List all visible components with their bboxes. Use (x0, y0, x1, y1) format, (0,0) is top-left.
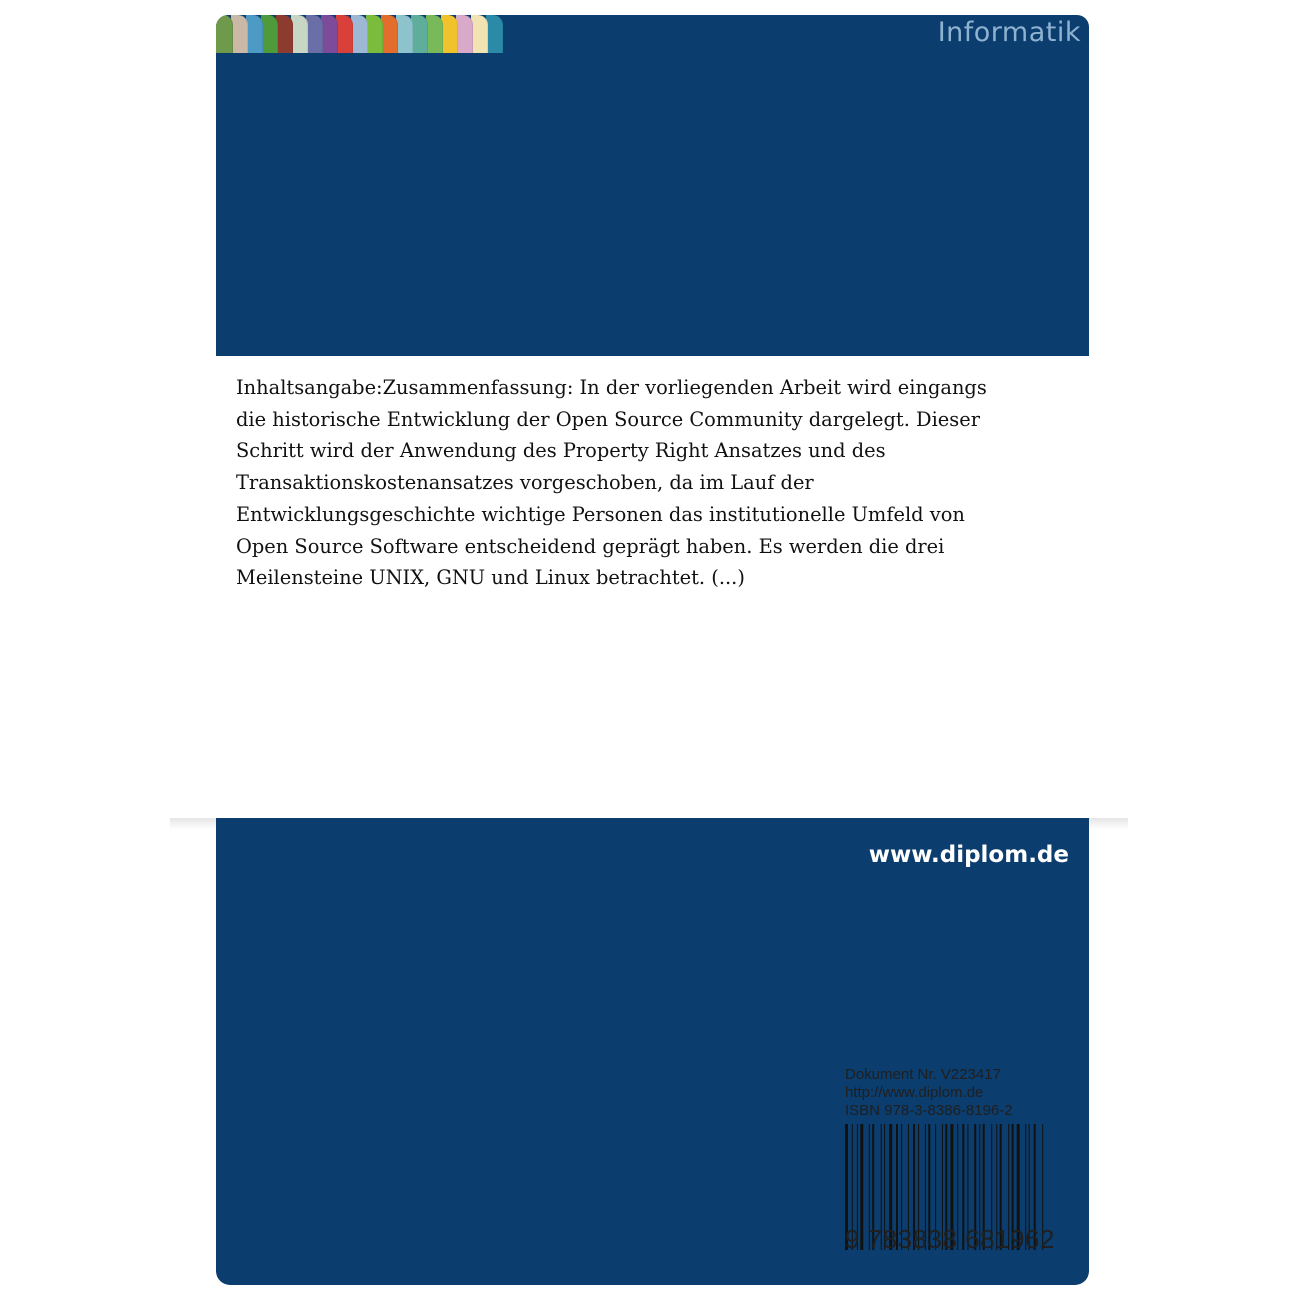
color-tab (411, 15, 428, 53)
abstract-line: Inhaltsangabe:Zusammenfassung: In der vorliegenden Arbeit wird eingangs (236, 376, 987, 399)
color-tab (441, 15, 458, 53)
color-tab (396, 15, 413, 53)
color-tab (291, 15, 308, 53)
color-tab (276, 15, 293, 53)
abstract-line: Entwicklungsgeschichte wichtige Personen das institutionelle Umfeld von (236, 502, 965, 526)
color-tab-strip (216, 15, 501, 53)
color-tab (306, 15, 323, 53)
top-cover-panel (216, 15, 1089, 356)
color-tab (216, 15, 233, 53)
publisher-website: www.diplom.de (868, 842, 1069, 868)
bottom-cover-panel (216, 818, 1089, 1285)
color-tab (456, 15, 473, 53)
abstract-line: Open Source Software entscheidend geprägt haben. Es werden die drei (236, 534, 945, 558)
color-tab (231, 15, 248, 53)
color-tab (366, 15, 383, 53)
color-tab (246, 15, 263, 53)
color-tab (261, 15, 278, 53)
abstract-line: Schritt wird der Anwendung des Property Right Ansatzes und des (236, 439, 886, 463)
color-tab (486, 15, 503, 53)
color-tab (336, 15, 353, 53)
barcode-block (845, 1066, 1071, 1254)
isbn-text: ISBN 978-3-8386-8196-2 (845, 1102, 1013, 1119)
abstract-text (236, 372, 987, 594)
color-tab (381, 15, 398, 53)
document-number: Dokument Nr. V223417 (845, 1066, 1001, 1083)
publisher-url: http://www.diplom.de (845, 1084, 984, 1101)
color-tab (471, 15, 488, 53)
series-label: Informatik (937, 17, 1081, 48)
abstract-line: Meilensteine UNIX, GNU und Linux betrachtet. (...) (236, 566, 745, 590)
barcode-digits: 9 783838 681962 (845, 1224, 1055, 1254)
color-tab (321, 15, 338, 53)
color-tab (351, 15, 368, 53)
abstract-line: Transaktionskostenansatzes vorgeschoben, da im Lauf der (236, 471, 814, 495)
color-tab (426, 15, 443, 53)
abstract-line: die historische Entwicklung der Open Source Community dargelegt. Dieser (236, 407, 980, 431)
